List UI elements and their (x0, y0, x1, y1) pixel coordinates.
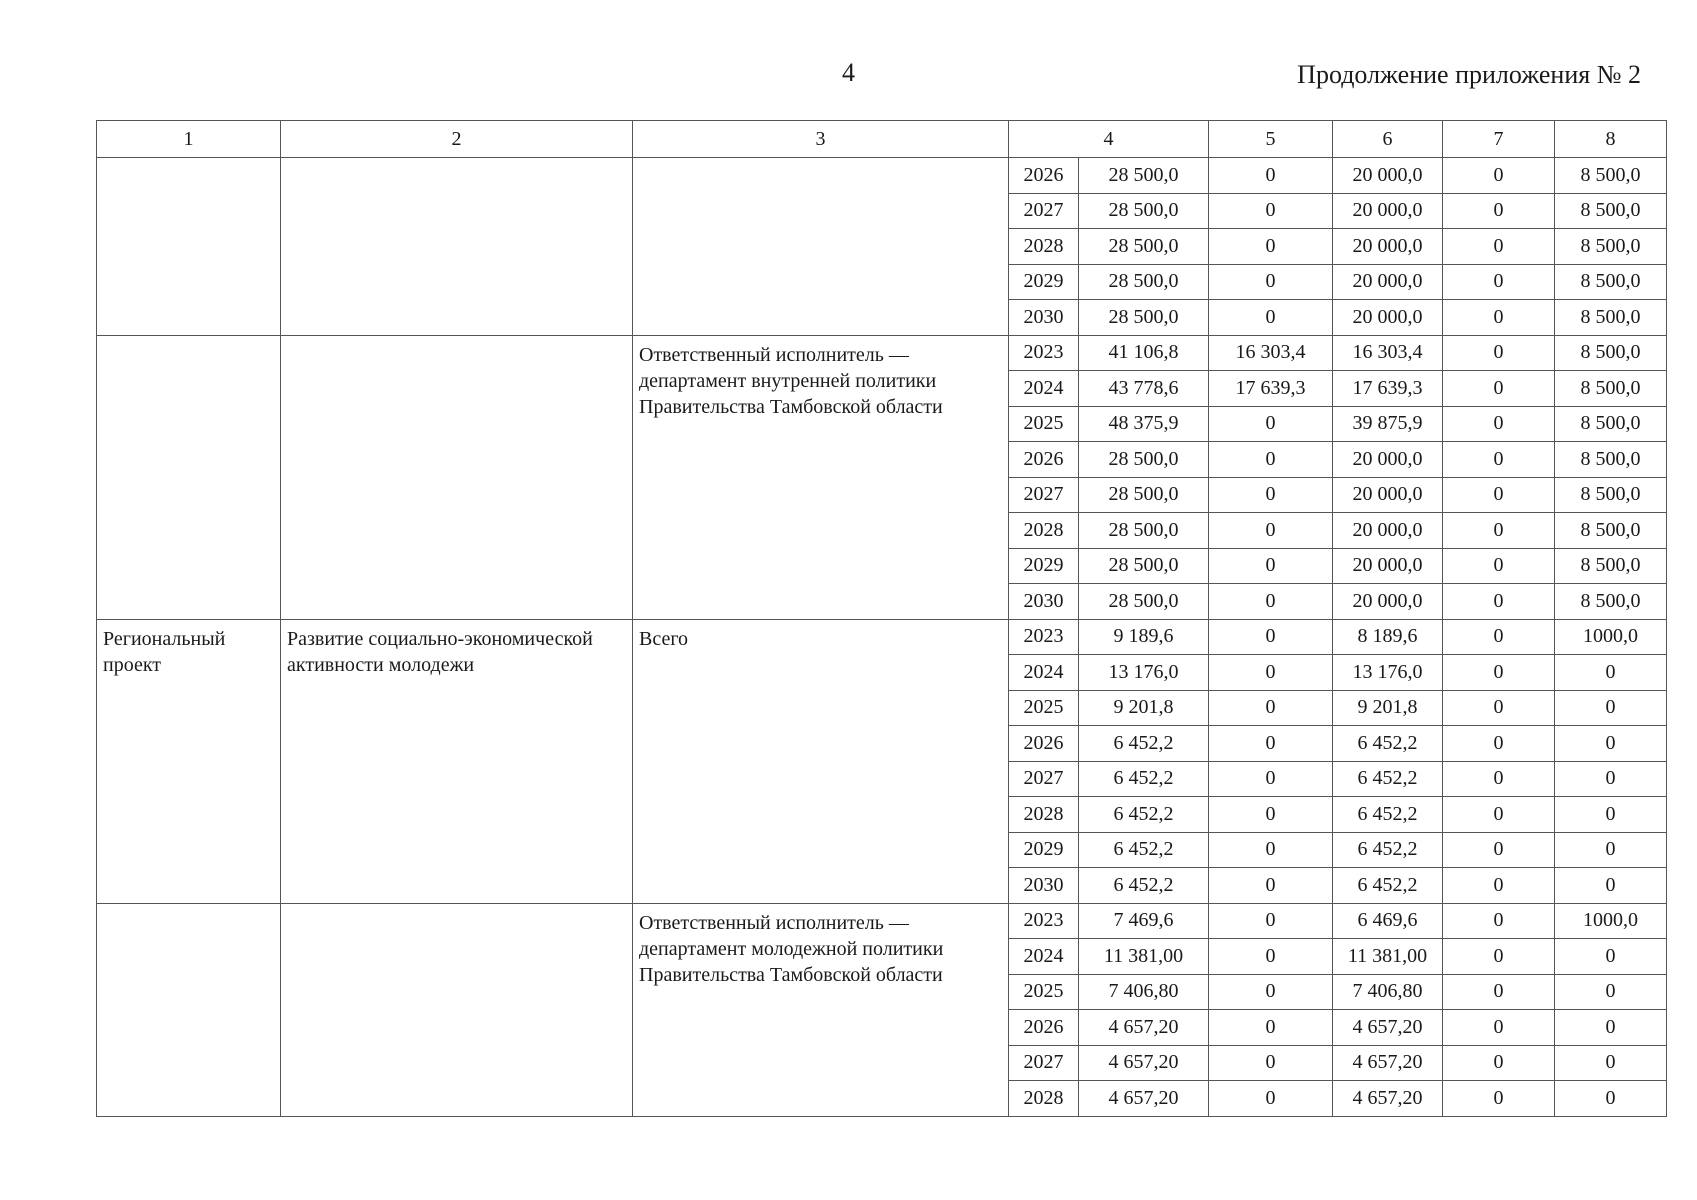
federal-budget-cell: 0 (1209, 406, 1333, 442)
total-cell: 13 176,0 (1079, 655, 1209, 691)
year-cell: 2024 (1009, 939, 1079, 975)
regional-budget-cell: 20 000,0 (1333, 158, 1443, 194)
year-cell: 2028 (1009, 797, 1079, 833)
year-cell: 2024 (1009, 655, 1079, 691)
local-budget-cell: 0 (1443, 371, 1555, 407)
year-cell: 2027 (1009, 761, 1079, 797)
total-cell: 28 500,0 (1079, 513, 1209, 549)
column-number: 3 (633, 121, 1009, 158)
federal-budget-cell: 0 (1209, 584, 1333, 620)
regional-budget-cell: 8 189,6 (1333, 619, 1443, 655)
year-cell: 2030 (1009, 584, 1079, 620)
federal-budget-cell: 0 (1209, 548, 1333, 584)
regional-budget-cell: 39 875,9 (1333, 406, 1443, 442)
regional-budget-cell: 9 201,8 (1333, 690, 1443, 726)
local-budget-cell: 0 (1443, 939, 1555, 975)
total-cell: 43 778,6 (1079, 371, 1209, 407)
executor-cell: Ответственный исполнитель — департамент внутренней политики Правительства Тамбовской области (633, 335, 1009, 619)
column-number: 6 (1333, 121, 1443, 158)
regional-budget-cell: 20 000,0 (1333, 513, 1443, 549)
other-sources-cell: 0 (1555, 974, 1667, 1010)
column-number: 4 (1009, 121, 1209, 158)
year-cell: 2024 (1009, 371, 1079, 407)
column-number: 8 (1555, 121, 1667, 158)
total-cell: 7 469,6 (1079, 903, 1209, 939)
local-budget-cell: 0 (1443, 300, 1555, 336)
table-row (97, 903, 1667, 939)
federal-budget-cell: 0 (1209, 832, 1333, 868)
column-numbers-row (97, 121, 1667, 158)
federal-budget-cell: 0 (1209, 442, 1333, 478)
other-sources-cell: 8 500,0 (1555, 477, 1667, 513)
year-cell: 2029 (1009, 832, 1079, 868)
year-cell: 2028 (1009, 229, 1079, 265)
local-budget-cell: 0 (1443, 797, 1555, 833)
total-cell: 6 452,2 (1079, 761, 1209, 797)
regional-budget-cell: 20 000,0 (1333, 229, 1443, 265)
total-cell: 6 452,2 (1079, 726, 1209, 762)
regional-budget-cell: 17 639,3 (1333, 371, 1443, 407)
federal-budget-cell: 0 (1209, 477, 1333, 513)
local-budget-cell: 0 (1443, 229, 1555, 265)
other-sources-cell: 8 500,0 (1555, 158, 1667, 194)
regional-budget-cell: 20 000,0 (1333, 442, 1443, 478)
local-budget-cell: 0 (1443, 974, 1555, 1010)
regional-budget-cell: 6 452,2 (1333, 832, 1443, 868)
other-sources-cell: 0 (1555, 690, 1667, 726)
federal-budget-cell: 0 (1209, 619, 1333, 655)
federal-budget-cell: 0 (1209, 726, 1333, 762)
total-cell: 11 381,00 (1079, 939, 1209, 975)
year-cell: 2029 (1009, 548, 1079, 584)
federal-budget-cell: 0 (1209, 264, 1333, 300)
year-cell: 2027 (1009, 477, 1079, 513)
federal-budget-cell: 0 (1209, 158, 1333, 194)
other-sources-cell: 8 500,0 (1555, 300, 1667, 336)
year-cell: 2028 (1009, 513, 1079, 549)
local-budget-cell: 0 (1443, 903, 1555, 939)
program-name-cell (281, 335, 633, 619)
year-cell: 2028 (1009, 1081, 1079, 1117)
year-cell: 2026 (1009, 442, 1079, 478)
other-sources-cell: 8 500,0 (1555, 513, 1667, 549)
year-cell: 2025 (1009, 690, 1079, 726)
program-type-cell (97, 903, 281, 1116)
total-cell: 7 406,80 (1079, 974, 1209, 1010)
regional-budget-cell: 6 452,2 (1333, 797, 1443, 833)
regional-budget-cell: 20 000,0 (1333, 584, 1443, 620)
other-sources-cell: 0 (1555, 797, 1667, 833)
local-budget-cell: 0 (1443, 477, 1555, 513)
regional-budget-cell: 6 469,6 (1333, 903, 1443, 939)
other-sources-cell: 0 (1555, 726, 1667, 762)
table-body (97, 121, 1667, 1117)
federal-budget-cell: 0 (1209, 300, 1333, 336)
local-budget-cell: 0 (1443, 1045, 1555, 1081)
federal-budget-cell: 0 (1209, 868, 1333, 904)
regional-budget-cell: 13 176,0 (1333, 655, 1443, 691)
local-budget-cell: 0 (1443, 832, 1555, 868)
other-sources-cell: 0 (1555, 761, 1667, 797)
other-sources-cell: 8 500,0 (1555, 406, 1667, 442)
total-cell: 28 500,0 (1079, 193, 1209, 229)
budget-table (96, 120, 1667, 1117)
federal-budget-cell: 0 (1209, 655, 1333, 691)
total-cell: 4 657,20 (1079, 1010, 1209, 1046)
total-cell: 9 201,8 (1079, 690, 1209, 726)
table-row (97, 335, 1667, 371)
year-cell: 2023 (1009, 619, 1079, 655)
other-sources-cell: 8 500,0 (1555, 548, 1667, 584)
total-cell: 41 106,8 (1079, 335, 1209, 371)
local-budget-cell: 0 (1443, 193, 1555, 229)
year-cell: 2026 (1009, 158, 1079, 194)
other-sources-cell: 0 (1555, 1045, 1667, 1081)
local-budget-cell: 0 (1443, 619, 1555, 655)
regional-budget-cell: 20 000,0 (1333, 300, 1443, 336)
year-cell: 2023 (1009, 903, 1079, 939)
local-budget-cell: 0 (1443, 1081, 1555, 1117)
column-number: 5 (1209, 121, 1333, 158)
executor-cell (633, 158, 1009, 336)
other-sources-cell: 8 500,0 (1555, 264, 1667, 300)
total-cell: 9 189,6 (1079, 619, 1209, 655)
other-sources-cell: 8 500,0 (1555, 442, 1667, 478)
year-cell: 2027 (1009, 1045, 1079, 1081)
other-sources-cell: 8 500,0 (1555, 193, 1667, 229)
regional-budget-cell: 4 657,20 (1333, 1081, 1443, 1117)
local-budget-cell: 0 (1443, 264, 1555, 300)
other-sources-cell: 1000,0 (1555, 903, 1667, 939)
table-row (97, 619, 1667, 655)
local-budget-cell: 0 (1443, 584, 1555, 620)
program-type-cell: Региональный проект (97, 619, 281, 903)
federal-budget-cell: 0 (1209, 974, 1333, 1010)
total-cell: 28 500,0 (1079, 548, 1209, 584)
total-cell: 4 657,20 (1079, 1045, 1209, 1081)
total-cell: 6 452,2 (1079, 868, 1209, 904)
regional-budget-cell: 20 000,0 (1333, 193, 1443, 229)
year-cell: 2029 (1009, 264, 1079, 300)
federal-budget-cell: 0 (1209, 513, 1333, 549)
federal-budget-cell: 0 (1209, 193, 1333, 229)
local-budget-cell: 0 (1443, 158, 1555, 194)
year-cell: 2023 (1009, 335, 1079, 371)
other-sources-cell: 0 (1555, 868, 1667, 904)
regional-budget-cell: 4 657,20 (1333, 1045, 1443, 1081)
total-cell: 28 500,0 (1079, 300, 1209, 336)
federal-budget-cell: 0 (1209, 229, 1333, 265)
total-cell: 48 375,9 (1079, 406, 1209, 442)
other-sources-cell: 8 500,0 (1555, 229, 1667, 265)
regional-budget-cell: 6 452,2 (1333, 726, 1443, 762)
regional-budget-cell: 6 452,2 (1333, 868, 1443, 904)
federal-budget-cell: 0 (1209, 1010, 1333, 1046)
federal-budget-cell: 16 303,4 (1209, 335, 1333, 371)
year-cell: 2025 (1009, 406, 1079, 442)
federal-budget-cell: 0 (1209, 939, 1333, 975)
executor-cell: Ответственный исполнитель — департамент молодежной политики Правительства Тамбовской области (633, 903, 1009, 1116)
year-cell: 2025 (1009, 974, 1079, 1010)
regional-budget-cell: 7 406,80 (1333, 974, 1443, 1010)
local-budget-cell: 0 (1443, 655, 1555, 691)
regional-budget-cell: 11 381,00 (1333, 939, 1443, 975)
table-row (97, 158, 1667, 194)
page-number: 4 (842, 58, 855, 87)
regional-budget-cell: 20 000,0 (1333, 264, 1443, 300)
program-name-cell: Развитие социально-экономической активности молодежи (281, 619, 633, 903)
other-sources-cell: 0 (1555, 832, 1667, 868)
continuation-heading: Продолжение приложения № 2 (1297, 60, 1641, 89)
local-budget-cell: 0 (1443, 406, 1555, 442)
total-cell: 6 452,2 (1079, 797, 1209, 833)
year-cell: 2027 (1009, 193, 1079, 229)
federal-budget-cell: 17 639,3 (1209, 371, 1333, 407)
federal-budget-cell: 0 (1209, 797, 1333, 833)
column-number: 2 (281, 121, 633, 158)
total-cell: 28 500,0 (1079, 442, 1209, 478)
federal-budget-cell: 0 (1209, 690, 1333, 726)
year-cell: 2026 (1009, 726, 1079, 762)
total-cell: 28 500,0 (1079, 477, 1209, 513)
total-cell: 28 500,0 (1079, 584, 1209, 620)
other-sources-cell: 0 (1555, 1010, 1667, 1046)
federal-budget-cell: 0 (1209, 761, 1333, 797)
regional-budget-cell: 20 000,0 (1333, 477, 1443, 513)
local-budget-cell: 0 (1443, 761, 1555, 797)
local-budget-cell: 0 (1443, 1010, 1555, 1046)
local-budget-cell: 0 (1443, 868, 1555, 904)
other-sources-cell: 8 500,0 (1555, 335, 1667, 371)
executor-cell: Всего (633, 619, 1009, 903)
local-budget-cell: 0 (1443, 690, 1555, 726)
year-cell: 2030 (1009, 868, 1079, 904)
regional-budget-cell: 4 657,20 (1333, 1010, 1443, 1046)
other-sources-cell: 0 (1555, 939, 1667, 975)
total-cell: 28 500,0 (1079, 229, 1209, 265)
year-cell: 2026 (1009, 1010, 1079, 1046)
total-cell: 6 452,2 (1079, 832, 1209, 868)
total-cell: 28 500,0 (1079, 158, 1209, 194)
program-type-cell (97, 158, 281, 336)
total-cell: 28 500,0 (1079, 264, 1209, 300)
column-number: 1 (97, 121, 281, 158)
total-cell: 4 657,20 (1079, 1081, 1209, 1117)
year-cell: 2030 (1009, 300, 1079, 336)
local-budget-cell: 0 (1443, 335, 1555, 371)
program-type-cell (97, 335, 281, 619)
column-number: 7 (1443, 121, 1555, 158)
federal-budget-cell: 0 (1209, 1081, 1333, 1117)
regional-budget-cell: 20 000,0 (1333, 548, 1443, 584)
other-sources-cell: 1000,0 (1555, 619, 1667, 655)
local-budget-cell: 0 (1443, 726, 1555, 762)
other-sources-cell: 0 (1555, 655, 1667, 691)
other-sources-cell: 8 500,0 (1555, 371, 1667, 407)
program-name-cell (281, 903, 633, 1116)
other-sources-cell: 8 500,0 (1555, 584, 1667, 620)
regional-budget-cell: 6 452,2 (1333, 761, 1443, 797)
local-budget-cell: 0 (1443, 442, 1555, 478)
other-sources-cell: 0 (1555, 1081, 1667, 1117)
regional-budget-cell: 16 303,4 (1333, 335, 1443, 371)
local-budget-cell: 0 (1443, 548, 1555, 584)
program-name-cell (281, 158, 633, 336)
local-budget-cell: 0 (1443, 513, 1555, 549)
federal-budget-cell: 0 (1209, 1045, 1333, 1081)
federal-budget-cell: 0 (1209, 903, 1333, 939)
